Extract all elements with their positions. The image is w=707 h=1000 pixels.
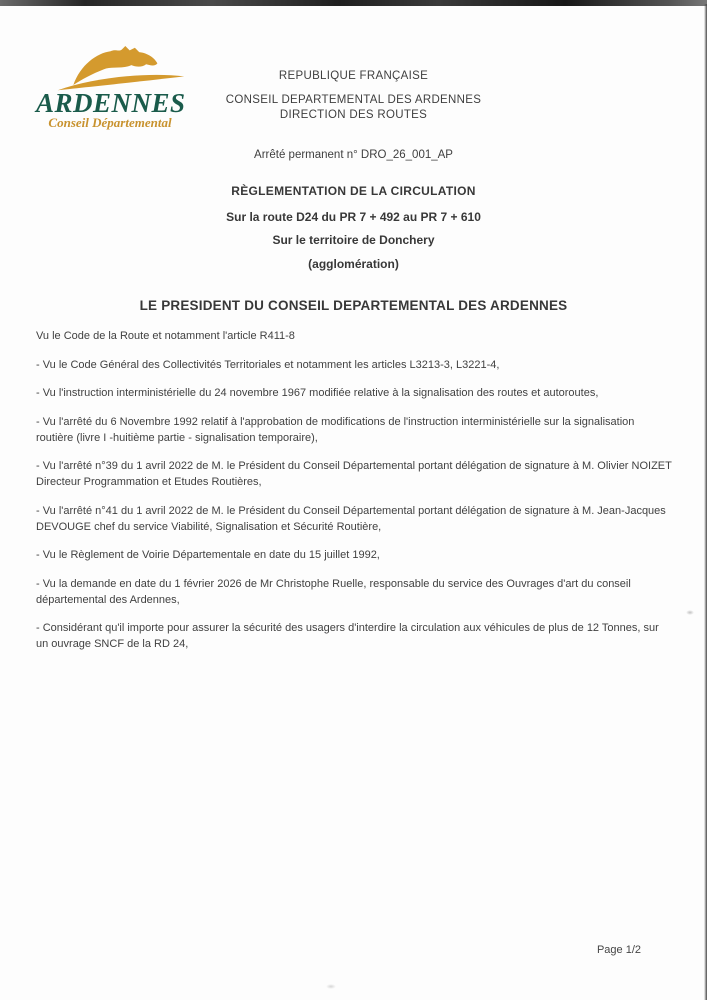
paragraph-vu-code-route: Vu le Code de la Route et notamment l'article R411-8 bbox=[36, 330, 295, 342]
paragraph-vu-arrete-39: - Vu l'arrêté n°39 du 1 avril 2022 de M. le Président du Conseil Départemental portant délégation de signature à M. Olivier NOIZET Directeur Programmation et Etudes Routières, bbox=[36, 460, 672, 488]
paragraph-vu-demande: - Vu la demande en date du 1 février 2026 de Mr Christophe Ruelle, responsable du service des Ouvrages d'art du conseil départemental des Ardennes, bbox=[36, 577, 631, 606]
subject-agglomeration: (agglomération) bbox=[308, 257, 399, 271]
logo-tagline: Conseil Départemental bbox=[48, 115, 172, 130]
paragraph-vu-reglement-voirie: - Vu le Règlement de Voirie Départementale en date du 15 juillet 1992, bbox=[36, 549, 380, 561]
paragraph-considerant: - Considérant qu'il importe pour assurer la sécurité des usagers d'interdire la circulation aux véhicules de plus de 12 Tonnes, sur un ouvrage SNCF de la RD 24, bbox=[36, 622, 659, 650]
boar-swoosh-icon bbox=[56, 44, 186, 94]
paragraph-vu-instruction-1967: - Vu l'instruction interministérielle du 24 novembre 1967 modifiée relative à la signalisation des routes et autoroutes, bbox=[36, 387, 599, 399]
document-title: LE PRESIDENT DU CONSEIL DEPARTEMENTAL DES ARDENNES bbox=[139, 298, 568, 313]
paragraph-vu-code-collectivites: - Vu le Code Général des Collectivités Territoriales et notamment les articles L3213-3, L3221-4, bbox=[36, 358, 500, 371]
subject-route: Sur la route D24 du PR 7 + 492 au PR 7 + 610 bbox=[226, 210, 481, 224]
header-conseil-departemental: CONSEIL DEPARTEMENTAL DES ARDENNES bbox=[225, 94, 482, 106]
page-number: Page 1/2 bbox=[596, 944, 641, 956]
subject-territoire: Sur le territoire de Donchery bbox=[272, 233, 435, 247]
document-body bbox=[36, 328, 672, 665]
paragraph-vu-arrete-41: - Vu l'arrêté n°41 du 1 avril 2022 de M. le Président du Conseil Départemental portant délégation de signature à M. Jean-Jacques DEVOUGE chef du service Viabilité, Signalisation et Sécurité Routière, bbox=[36, 504, 666, 533]
header-direction-routes: DIRECTION DES ROUTES bbox=[279, 109, 428, 121]
scan-artifact-top-edge bbox=[0, 0, 707, 6]
subject-reglementation: RÈGLEMENTATION DE LA CIRCULATION bbox=[231, 184, 476, 198]
scan-smudge bbox=[686, 610, 694, 615]
paragraph-vu-arrete-1992: - Vu l'arrêté du 6 Novembre 1992 relatif à l'approbation de modifications de l'instruction interministérielle sur la signalisation routière (livre I -huitième partie - signalisation temporaire), bbox=[36, 415, 635, 444]
header-republique: REPUBLIQUE FRANÇAISE bbox=[278, 70, 429, 82]
scan-smudge bbox=[326, 984, 336, 989]
logo-wordmark: ARDENNES bbox=[36, 88, 186, 118]
arrete-reference: Arrêté permanent n° DRO_26_001_AP bbox=[254, 149, 453, 161]
